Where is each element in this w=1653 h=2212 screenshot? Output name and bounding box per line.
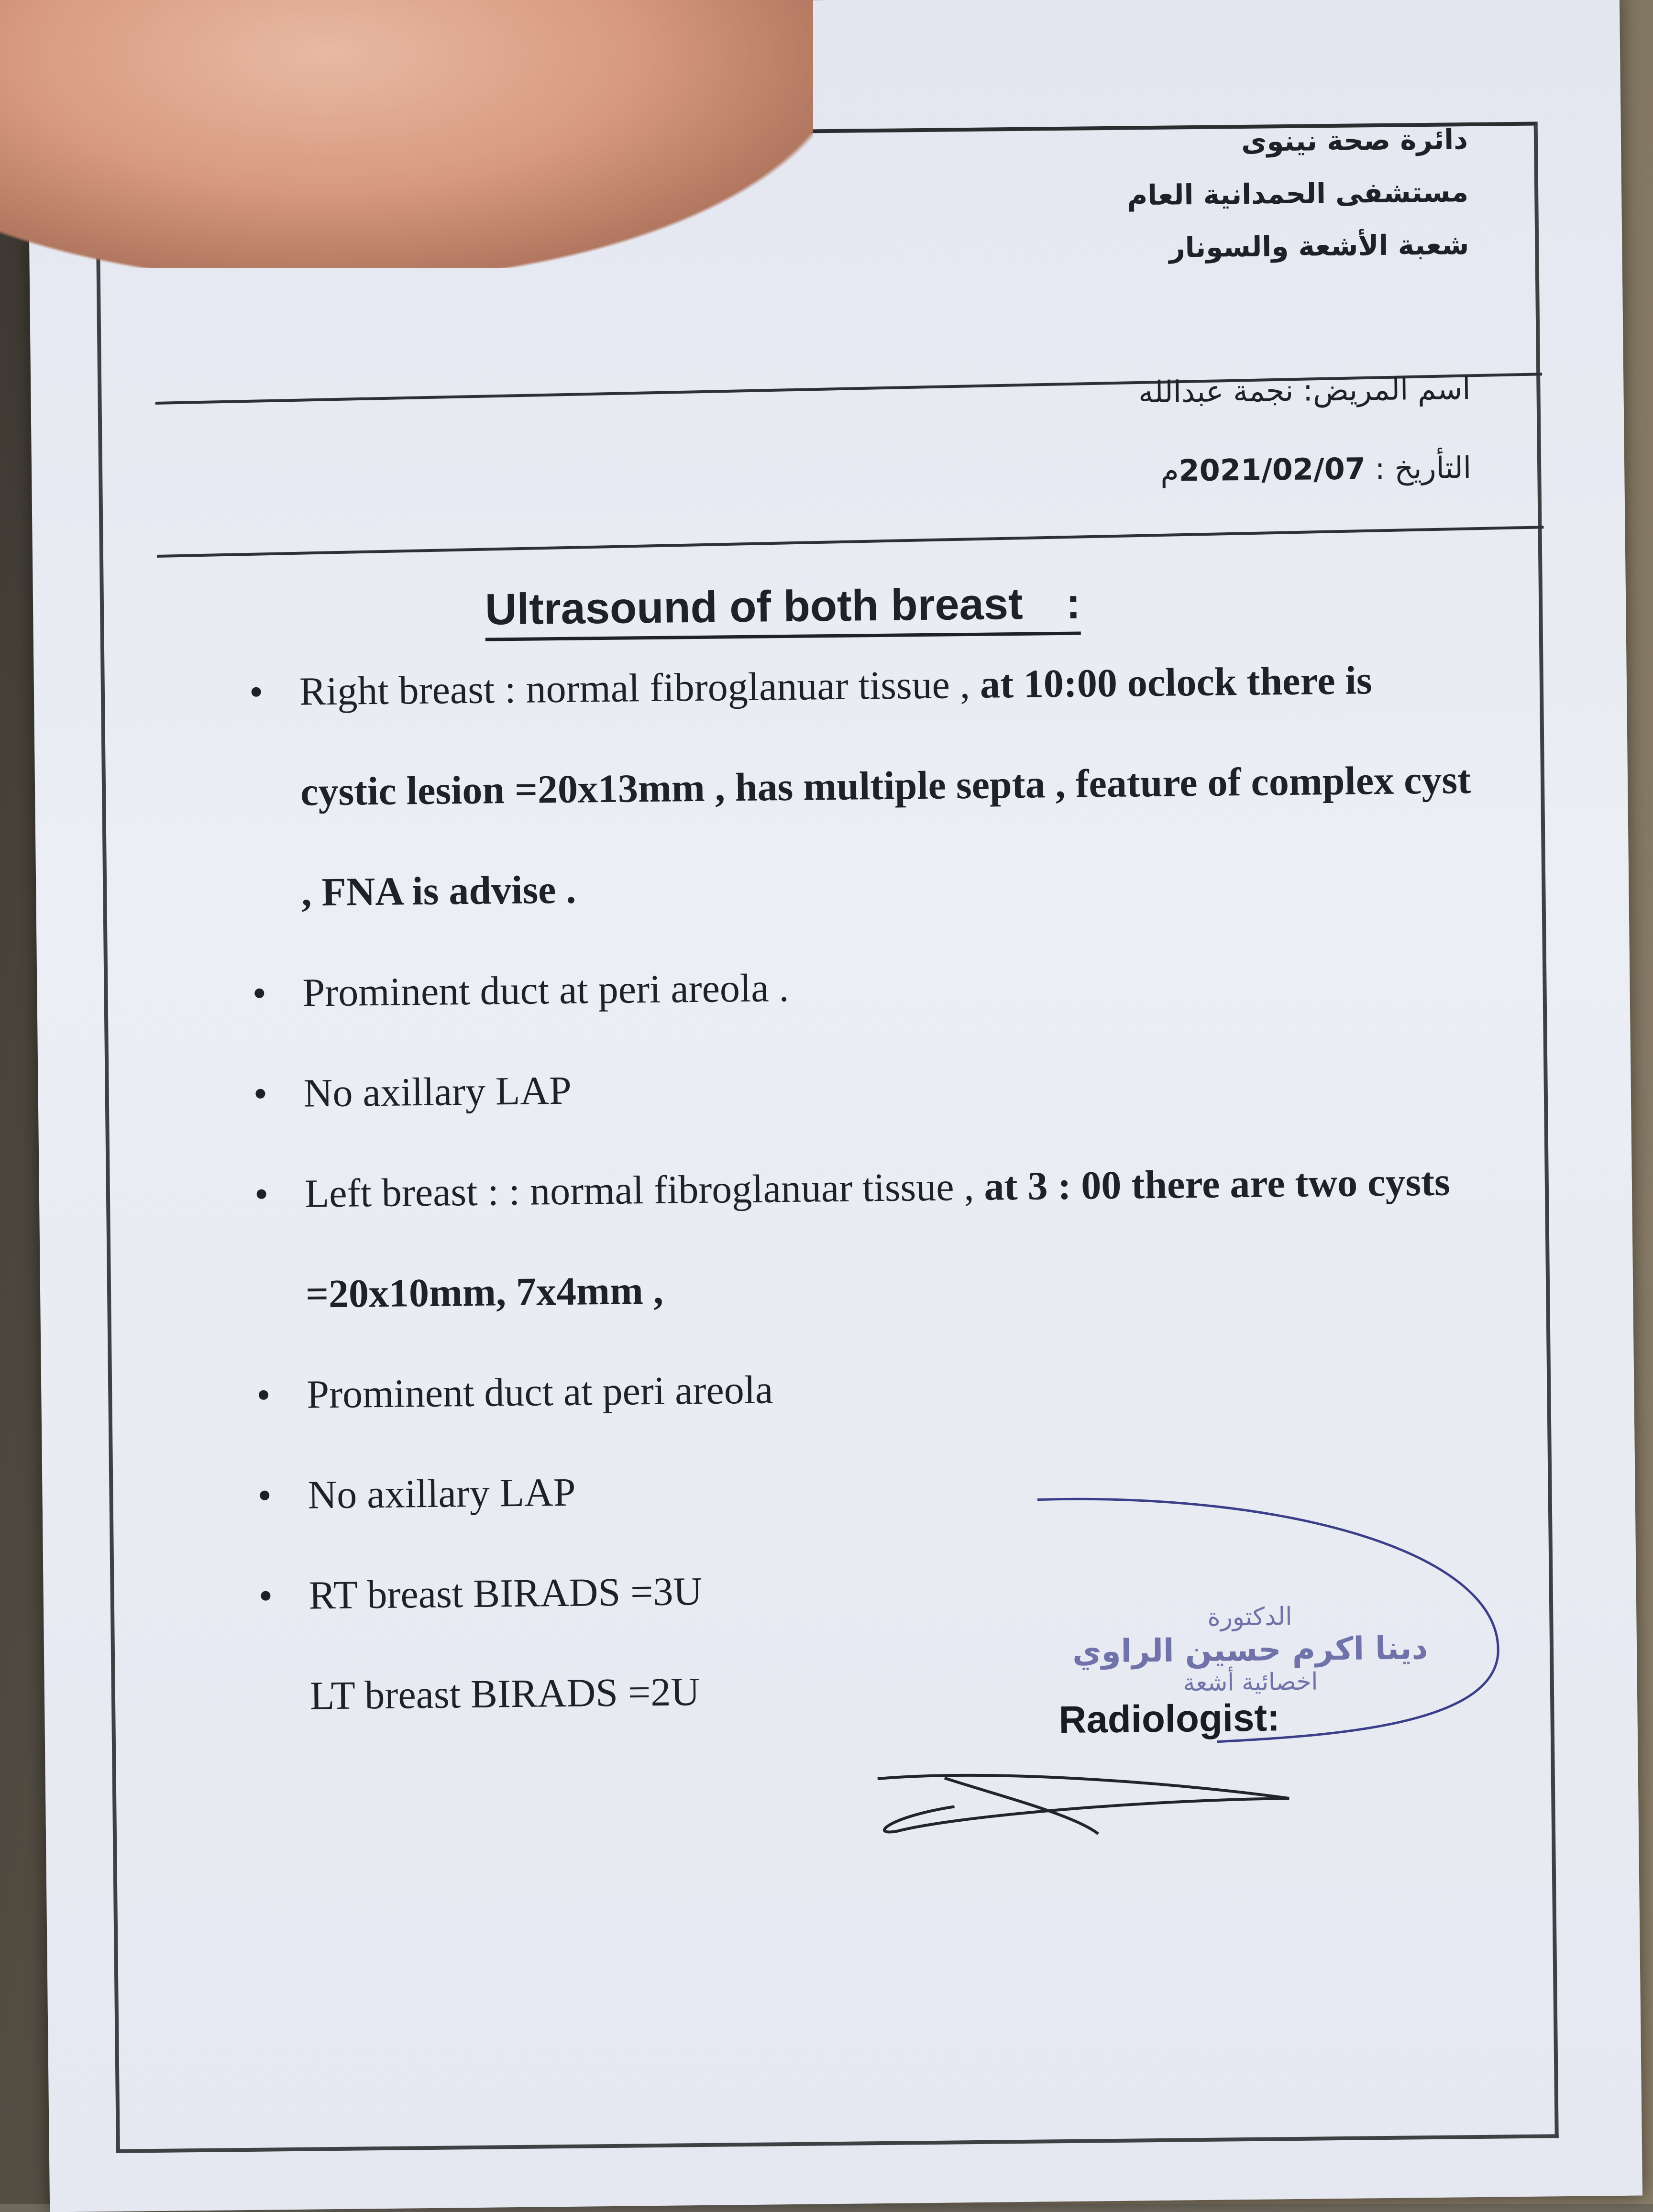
- header-line-health-directorate: دائرة صحة نينوى: [1241, 123, 1468, 158]
- signature-scribble: [878, 1772, 1289, 1836]
- date-value: 2021/02/07: [1179, 451, 1366, 488]
- header-line-hospital: مستشفى الحمدانية العام: [1127, 176, 1469, 212]
- left-breast-finding-1: at 3 : 00 there are two cysts: [983, 1159, 1451, 1209]
- right-breast-finding-1: at 10:00 oclock there is: [980, 658, 1372, 707]
- date-label: التأريخ :: [1375, 450, 1472, 486]
- finding-right-duct: • Prominent duct at peri areola .: [252, 930, 1582, 1044]
- left-breast-finding-2: =20x10mm, 7x4mm ,: [305, 1268, 664, 1317]
- date-suffix: م: [1160, 453, 1179, 488]
- signature-loop: [1037, 1495, 1499, 1744]
- stamp-specialty: اخصائية أشعة: [1183, 1667, 1318, 1697]
- radiologist-label: Radiologist:: [1058, 1696, 1280, 1741]
- report-title-colon: :: [1066, 579, 1081, 628]
- birads-left: LT breast BIRADS =2U: [309, 1670, 700, 1718]
- right-breast-normal-text: Right breast : normal fibroglanuar tissue ,: [299, 662, 970, 714]
- stamp-doctor-name: دينا اكرم حسين الراوي: [1072, 1629, 1428, 1670]
- finding-left-duct: • Prominent duct at peri areola: [256, 1332, 1587, 1446]
- birads-right: • RT breast BIRADS =3U: [258, 1532, 1589, 1647]
- finding-left-lap: • No axillary LAP: [257, 1432, 1587, 1546]
- right-breast-finding-2: cystic lesion =20x13mm , has multiple septa , feature of complex cyst: [300, 758, 1471, 814]
- report-title-text: Ultrasound of both breast: [485, 579, 1024, 634]
- report-paper: [27, 0, 1642, 2212]
- header-line-department: شعبة الأشعة والسونار: [1168, 228, 1469, 264]
- stamp-title: الدكتورة: [1207, 1602, 1292, 1632]
- signature-drawing: [27, 0, 1642, 2212]
- patient-name-label: اسم المريض:: [1302, 371, 1471, 408]
- left-breast-normal-text: Left breast : : normal fibroglanuar tissue ,: [304, 1164, 974, 1216]
- holding-thumb: [0, 0, 813, 268]
- patient-name-value: نجمة عبدالله: [1138, 373, 1294, 410]
- finding-right-lap: • No axillary LAP: [253, 1030, 1584, 1145]
- right-breast-finding-3: , FNA is advise .: [301, 867, 576, 915]
